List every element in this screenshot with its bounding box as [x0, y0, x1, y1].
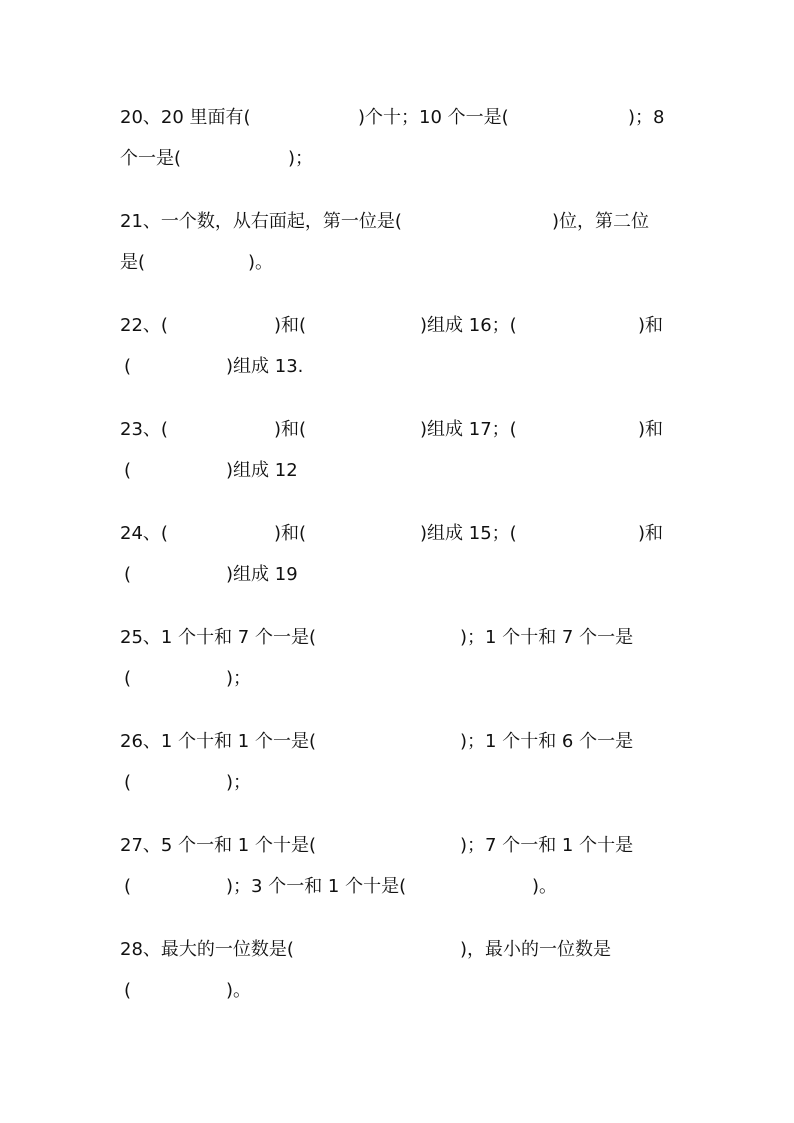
- question-line: [120, 314, 675, 338]
- question-text: 个一是(: [120, 148, 182, 169]
- question-text: )组成 15；(: [420, 523, 517, 544]
- question-text: (: [124, 564, 132, 585]
- question-line: [120, 979, 675, 1003]
- question-text: 28、最大的一位数是(: [120, 939, 294, 960]
- question-text: 20、20 里面有(: [120, 107, 251, 128]
- question-text: )；1 个十和 6 个一是: [460, 731, 634, 752]
- question-line: [120, 210, 675, 234]
- question-line: [120, 626, 675, 650]
- question-line: [120, 106, 675, 130]
- question-text: (: [124, 980, 132, 1001]
- question-text: )组成 13.: [226, 356, 304, 377]
- question-line: [120, 771, 675, 795]
- question-line: [120, 355, 675, 379]
- question-20: [120, 106, 675, 171]
- question-text: (: [124, 460, 132, 481]
- question-text: )；8: [628, 107, 665, 128]
- question-text: )和: [638, 315, 664, 336]
- question-22: [120, 314, 675, 379]
- question-line: [120, 730, 675, 754]
- question-text: 23、(: [120, 419, 168, 440]
- question-text: )。: [248, 252, 274, 273]
- question-text: 27、5 个一和 1 个十是(: [120, 835, 316, 856]
- question-text: )和: [638, 419, 664, 440]
- question-text: )；3 个一和 1 个十是(: [226, 876, 407, 897]
- question-line: [120, 834, 675, 858]
- question-text: )；: [226, 772, 252, 793]
- question-line: [120, 563, 675, 587]
- question-line: [120, 459, 675, 483]
- question-text: )，最小的一位数是: [460, 939, 612, 960]
- question-text: 22、(: [120, 315, 168, 336]
- question-23: [120, 418, 675, 483]
- question-text: )组成 16；(: [420, 315, 517, 336]
- question-line: [120, 667, 675, 691]
- question-text: )。: [226, 980, 252, 1001]
- question-text: )位，第二位: [552, 211, 650, 232]
- question-line: [120, 522, 675, 546]
- question-text: (: [124, 772, 132, 793]
- question-text: )和: [638, 523, 664, 544]
- question-26: [120, 730, 675, 795]
- question-text: 21、一个数，从右面起，第一位是(: [120, 211, 402, 232]
- question-text: (: [124, 356, 132, 377]
- question-text: )；1 个十和 7 个一是: [460, 627, 634, 648]
- question-line: [120, 251, 675, 275]
- question-text: 是(: [120, 252, 146, 273]
- question-text: 25、1 个十和 7 个一是(: [120, 627, 316, 648]
- question-21: [120, 210, 675, 275]
- question-text: )组成 12: [226, 460, 298, 481]
- question-text: )个十；10 个一是(: [358, 107, 509, 128]
- question-text: )；7 个一和 1 个十是: [460, 835, 634, 856]
- question-text: 24、(: [120, 523, 168, 544]
- question-text: )和(: [274, 523, 307, 544]
- question-text: )和(: [274, 419, 307, 440]
- question-text: )组成 17；(: [420, 419, 517, 440]
- question-line: [120, 938, 675, 962]
- question-text: )组成 19: [226, 564, 298, 585]
- question-27: [120, 834, 675, 899]
- question-line: [120, 418, 675, 442]
- question-line: [120, 875, 675, 899]
- question-text: )和(: [274, 315, 307, 336]
- question-text: )；: [226, 668, 252, 689]
- question-24: [120, 522, 675, 587]
- question-28: [120, 938, 675, 1003]
- question-25: [120, 626, 675, 691]
- question-text: )；: [288, 148, 314, 169]
- question-text: 26、1 个十和 1 个一是(: [120, 731, 316, 752]
- question-text: (: [124, 876, 132, 897]
- question-line: [120, 147, 675, 171]
- question-text: )。: [532, 876, 558, 897]
- question-text: (: [124, 668, 132, 689]
